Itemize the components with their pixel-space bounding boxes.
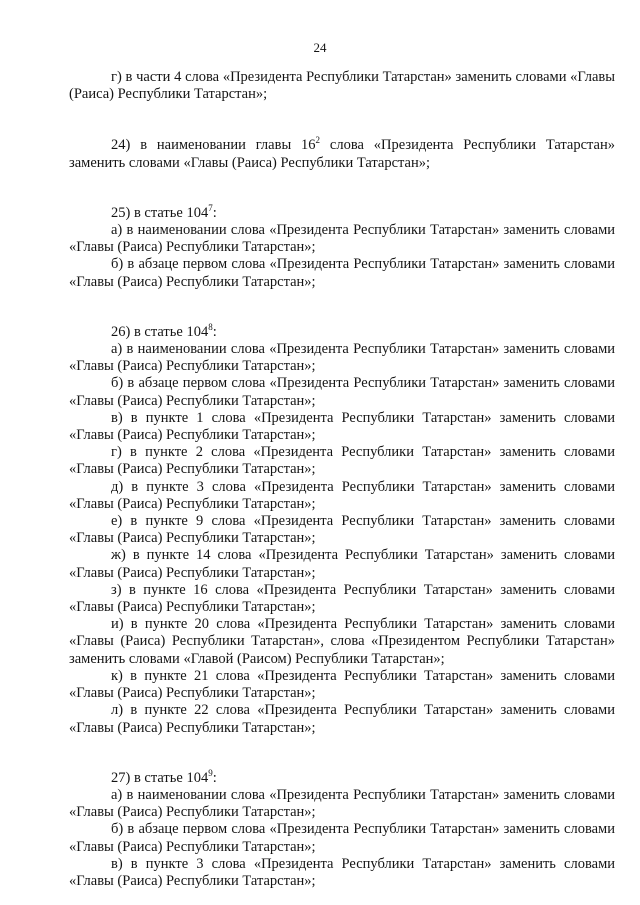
- paragraph-item-26a: а) в наименовании слова «Президента Республики Татарстан» заменить словами «Главы (Раиса) Республики Татарстан»;: [69, 341, 615, 375]
- paragraph-item-27v: в) в пункте 3 слова «Президента Республики Татарстан» заменить словами «Главы (Раиса) Республики Татарстан»;: [69, 855, 615, 889]
- paragraph-item-26z: з) в пункте 16 слова «Президента Республики Татарстан» заменить словами «Главы (Раиса) Республики Татарстан»;: [69, 581, 615, 616]
- paragraph-item-g-part4: г) в части 4 слова «Президента Республики Татарстан» заменить словами «Главы (Раиса) Республики Татарстан»;: [69, 69, 615, 103]
- paragraph-item-26g: г) в пункте 2 слова «Президента Республики Татарстан» заменить словами «Главы (Раиса) Республики Татарстан»;: [69, 444, 615, 478]
- page-number: 24: [313, 40, 327, 55]
- heading-item-25: 25) в статье $104^7$:: [111, 202, 217, 221]
- heading-item-27: 27) в статье $104^9$:: [111, 767, 217, 786]
- paragraph-item-26k: к) в пункте 21 слова «Президента Республики Татарстан» заменить словами «Главы (Раиса) Республики Татарстан»;: [69, 667, 615, 702]
- paragraph-item-25a: а) в наименовании слова «Президента Республики Татарстан» заменить словами «Главы (Раиса) Республики Татарстан»;: [69, 222, 615, 256]
- paragraph-item-27a: а) в наименовании слова «Президента Республики Татарстан» заменить словами «Главы (Раиса) Республики Татарстан»;: [69, 786, 615, 821]
- paragraph-item-27b: б) в абзаце первом слова «Президента Республики Татарстан» заменить словами «Главы (Раиса) Республики Татарстан»;: [69, 821, 615, 855]
- paragraph-item-26v: в) в пункте 1 слова «Президента Республики Татарстан» заменить словами «Главы (Раиса) Республики Татарстан»;: [69, 409, 615, 444]
- paragraph-item-24: 24) в наименовании главы $16^2$ слова «Президента Республики Татарстан» заменить словами «Главы (Раиса) Республики Татарстан»;: [69, 135, 615, 171]
- paragraph-item-26b: б) в абзаце первом слова «Президента Республики Татарстан» заменить словами «Главы (Раиса) Республики Татарстан»;: [69, 375, 615, 409]
- paragraph-item-26zh: ж) в пункте 14 слова «Президента Республики Татарстан» заменить словами «Главы (Раиса) Республики Татарстан»;: [69, 547, 615, 581]
- paragraph-item-26i: и) в пункте 20 слова «Президента Республики Татарстан» заменить словами «Главы (Раиса) Республики Татарстан», слова «Президентом Республики Татарстан» заменить словами «Главой (Раисом) Республики Татарстан»;: [69, 616, 615, 667]
- heading-item-26: 26) в статье $104^8$:: [111, 321, 217, 340]
- paragraph-item-26d: д) в пункте 3 слова «Президента Республики Татарстан» заменить словами «Главы (Раиса) Республики Татарстан»;: [69, 478, 615, 512]
- document-body: [69, 69, 615, 890]
- paragraph-item-26l: л) в пункте 22 слова «Президента Республики Татарстан» заменить словами «Главы (Раиса) Республики Татарстан»;: [69, 702, 615, 736]
- paragraph-item-25b: б) в абзаце первом слова «Президента Республики Татарстан» заменить словами «Главы (Раиса) Республики Татарстан»;: [69, 256, 615, 290]
- paragraph-item-26e: е) в пункте 9 слова «Президента Республики Татарстан» заменить словами «Главы (Раиса) Республики Татарстан»;: [69, 513, 615, 547]
